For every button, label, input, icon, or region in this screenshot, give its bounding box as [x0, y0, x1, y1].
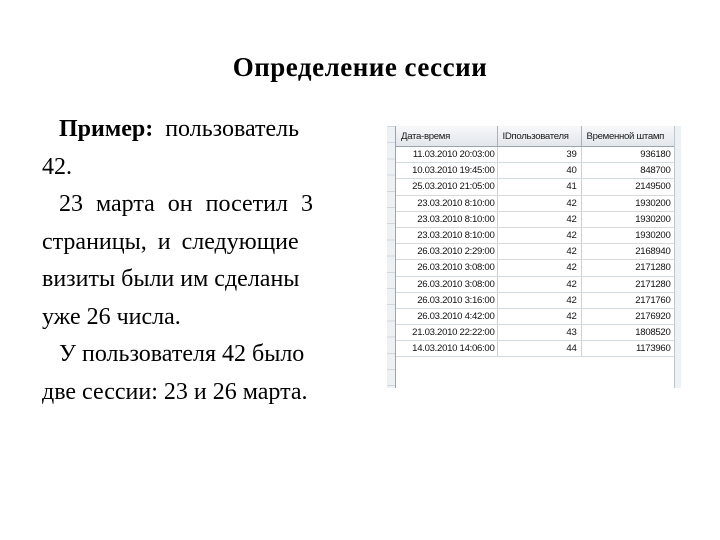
- slide-title: [0, 52, 720, 83]
- table-row[interactable]: [396, 276, 675, 292]
- cell-user-id: 41: [497, 179, 581, 195]
- cell-timestamp: 1808520: [581, 325, 675, 341]
- table-header-row: [396, 126, 675, 147]
- cell-datetime: 21.03.2010 22:22:00: [396, 325, 497, 341]
- cell-user-id: 40: [497, 163, 581, 179]
- cell-user-id: 42: [497, 276, 581, 292]
- cell-datetime: 26.03.2010 3:16:00: [396, 292, 497, 308]
- cell-datetime: 14.03.2010 14:06:00: [396, 341, 497, 357]
- paragraph-line: страницы, и следующие: [42, 228, 299, 255]
- cell-timestamp: 936180: [581, 147, 675, 163]
- table-right-edge: [674, 126, 681, 388]
- paragraph-line: 23 марта он посетил 3: [59, 191, 313, 217]
- table-row[interactable]: [396, 341, 675, 357]
- table-row[interactable]: [396, 292, 675, 308]
- cell-timestamp: 2168940: [581, 244, 675, 260]
- cell-datetime: 26.03.2010 2:29:00: [396, 244, 497, 260]
- cell-datetime: 23.03.2010 8:10:00: [396, 227, 497, 243]
- table-row[interactable]: [396, 211, 675, 227]
- cell-user-id: 42: [497, 308, 581, 324]
- paragraph-line: У пользователя 42 было: [59, 341, 305, 367]
- cell-datetime: 11.03.2010 20:03:00: [396, 147, 497, 163]
- cell-user-id: 42: [497, 211, 581, 227]
- cell-timestamp: 1930200: [581, 195, 675, 211]
- cell-datetime: 26.03.2010 4:42:00: [396, 308, 497, 324]
- cell-user-id: 42: [497, 195, 581, 211]
- paragraph-line: две сессии: 23 и 26 марта.: [42, 378, 308, 405]
- cell-timestamp: 2171280: [581, 276, 675, 292]
- cell-user-id: 42: [497, 244, 581, 260]
- slide-title-text: Определение сессии: [232, 52, 488, 82]
- cell-timestamp: 2171760: [581, 292, 675, 308]
- table-row[interactable]: [396, 227, 675, 243]
- cell-datetime: 23.03.2010 8:10:00: [396, 195, 497, 211]
- table-body: [396, 147, 675, 357]
- table-row[interactable]: [396, 308, 675, 324]
- cell-user-id: 42: [497, 292, 581, 308]
- column-header-datetime[interactable]: Дата-время: [396, 126, 497, 147]
- cell-user-id: 44: [497, 341, 581, 357]
- table-row[interactable]: [396, 195, 675, 211]
- cell-timestamp: 1930200: [581, 227, 675, 243]
- cell-timestamp: 2176920: [581, 308, 675, 324]
- visits-table-panel: [387, 126, 681, 388]
- column-header-user-id[interactable]: IDпользователя: [497, 126, 581, 147]
- cell-datetime: 25.03.2010 21:05:00: [396, 179, 497, 195]
- column-header-timestamp[interactable]: Временной штамп: [581, 126, 675, 147]
- cell-datetime: 26.03.2010 3:08:00: [396, 276, 497, 292]
- table-row[interactable]: [396, 179, 675, 195]
- cell-datetime: 23.03.2010 8:10:00: [396, 211, 497, 227]
- cell-timestamp: 2149500: [581, 179, 675, 195]
- table-row[interactable]: [396, 325, 675, 341]
- cell-datetime: 10.03.2010 19:45:00: [396, 163, 497, 179]
- paragraph-text: пользователь: [165, 116, 300, 142]
- paragraph-line: [42, 111, 352, 149]
- cell-timestamp: 1930200: [581, 211, 675, 227]
- cell-user-id: 43: [497, 325, 581, 341]
- table-row[interactable]: [396, 244, 675, 260]
- visits-table: [396, 126, 676, 357]
- paragraph-line: 42.: [42, 153, 72, 180]
- cell-user-id: 42: [497, 260, 581, 276]
- table-row[interactable]: [396, 147, 675, 163]
- table-row[interactable]: [396, 163, 675, 179]
- example-paragraph: [42, 111, 352, 411]
- cell-timestamp: 1173960: [581, 341, 675, 357]
- paragraph-line: уже 26 числа.: [42, 303, 181, 330]
- cell-user-id: 42: [497, 227, 581, 243]
- example-label: Пример:: [59, 116, 154, 142]
- cell-timestamp: 2171280: [581, 260, 675, 276]
- table-row[interactable]: [396, 260, 675, 276]
- paragraph-line: визиты были им сделаны: [42, 266, 300, 292]
- cell-user-id: 39: [497, 147, 581, 163]
- cell-datetime: 26.03.2010 3:08:00: [396, 260, 497, 276]
- cell-timestamp: 848700: [581, 163, 675, 179]
- row-selector-column: [387, 126, 396, 388]
